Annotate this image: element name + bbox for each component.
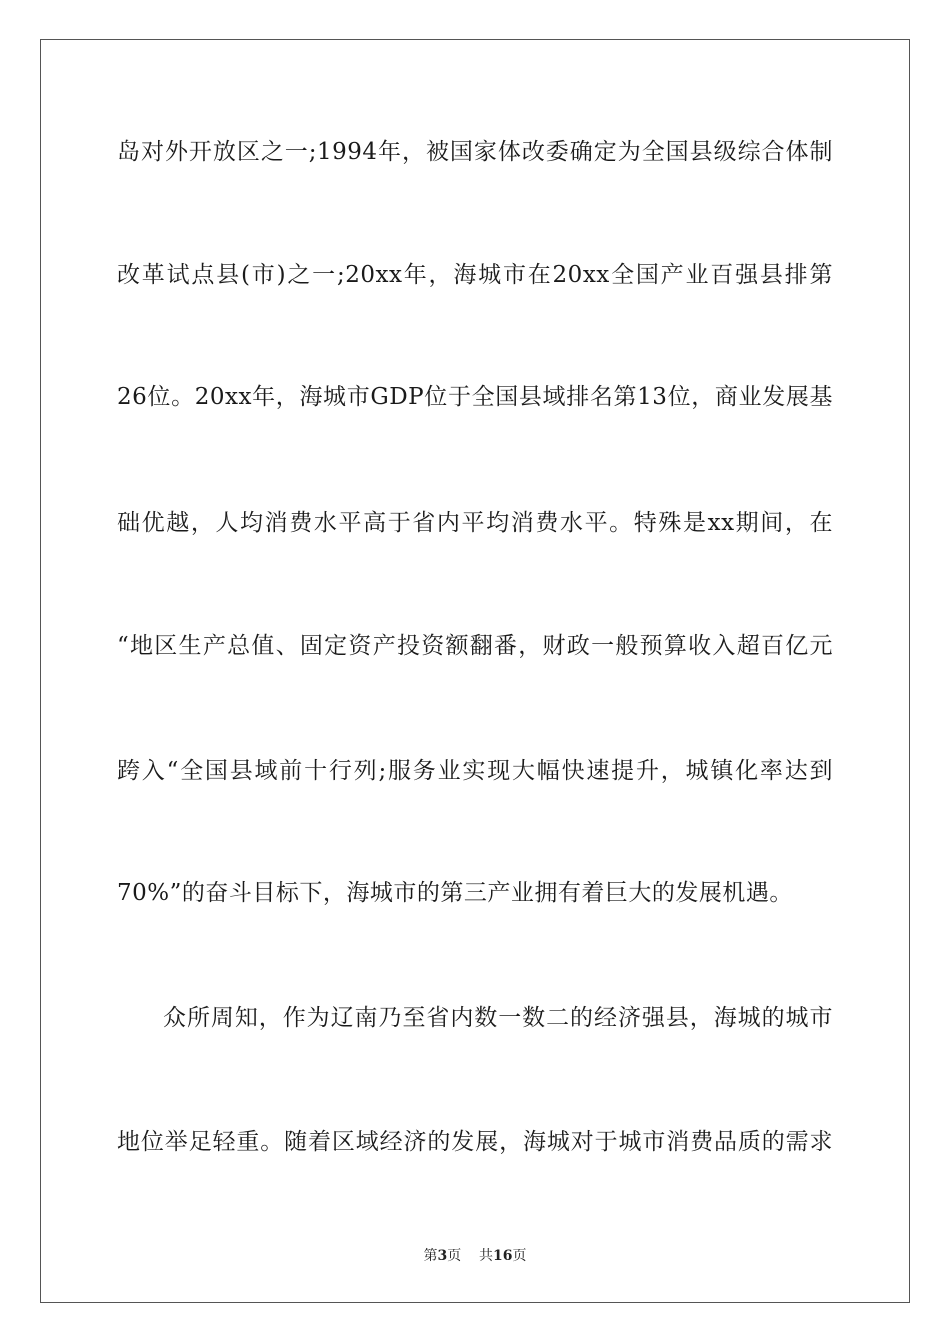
page-footer bbox=[0, 1247, 950, 1265]
paragraph-first-line: 众所周知，作为辽南乃至省内数一数二的经济强县，海城的城市 bbox=[163, 1005, 833, 1031]
text-line: 跨入“全国县域前十行列;服务业实现大幅快速提升，城镇化率达到 bbox=[117, 758, 833, 784]
total-pages: 16 bbox=[493, 1248, 513, 1264]
page-number: 3 bbox=[437, 1248, 448, 1264]
text-line: 岛对外开放区之一;1994年，被国家体改委确定为全国县级综合体制 bbox=[117, 139, 833, 165]
text-line: 础优越，人均消费水平高于省内平均消费水平。特殊是xx期间，在 bbox=[117, 510, 833, 536]
text-line: 地位举足轻重。随着区域经济的发展，海城对于城市消费品质的需求 bbox=[117, 1129, 833, 1155]
total-suffix: 页 bbox=[512, 1248, 527, 1264]
text-line: 70%”的奋斗目标下，海城市的第三产业拥有着巨大的发展机遇。 bbox=[117, 880, 793, 906]
text-line: 改革试点县(市)之一;20xx年，海城市在20xx全国产业百强县排第 bbox=[117, 262, 833, 288]
text-line: “地区生产总值、固定资产投资额翻番，财政一般预算收入超百亿元 bbox=[117, 633, 833, 659]
page-prefix: 第 bbox=[423, 1248, 438, 1264]
text-line: 26位。20xx年，海城市GDP位于全国县域排名第13位，商业发展基 bbox=[117, 384, 833, 410]
page-border bbox=[40, 39, 910, 1303]
page-suffix: 页 bbox=[447, 1248, 462, 1264]
total-prefix: 共 bbox=[479, 1248, 494, 1264]
